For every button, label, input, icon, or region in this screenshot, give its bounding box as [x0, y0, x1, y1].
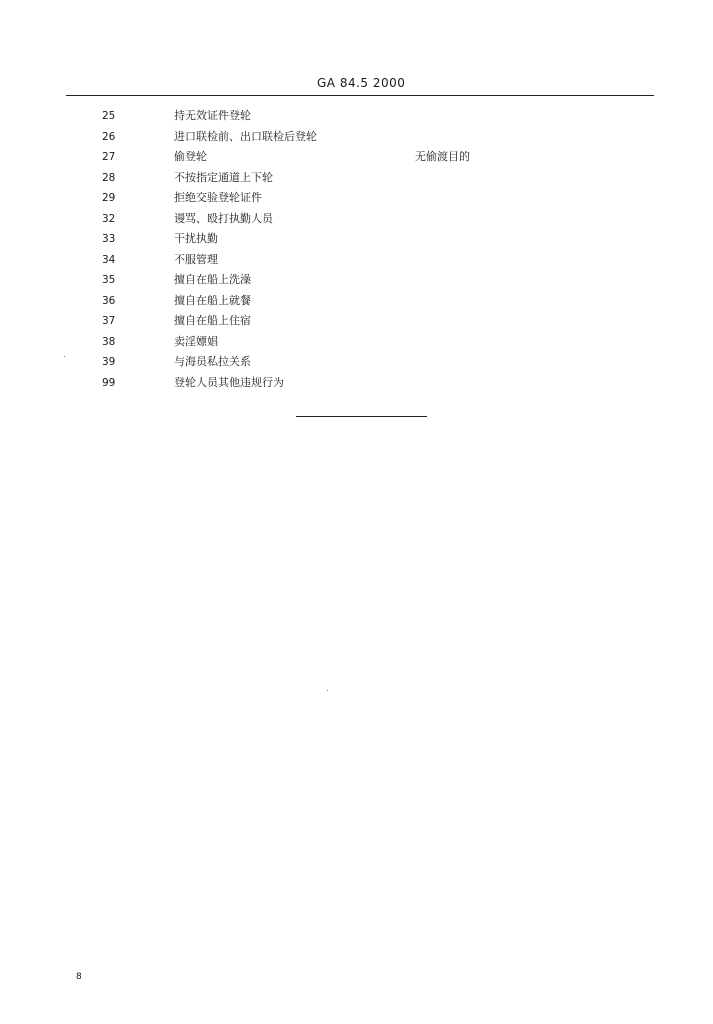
table-row — [0, 209, 713, 229]
row-description: 偷登轮 — [174, 150, 207, 163]
row-code: 25 — [102, 110, 116, 122]
scan-speck — [327, 690, 328, 691]
row-code: 29 — [102, 192, 116, 204]
table-row — [0, 168, 713, 188]
row-code: 34 — [102, 253, 116, 266]
row-code: 37 — [102, 315, 116, 327]
row-code: 35 — [102, 274, 116, 286]
row-code: 28 — [102, 171, 116, 184]
row-description: 干扰执勤 — [174, 232, 218, 245]
scan-speck — [64, 356, 65, 357]
row-description: 擅自在船上就餐 — [174, 293, 251, 307]
table-row — [0, 188, 713, 208]
row-code: 39 — [102, 356, 116, 368]
table-row — [0, 352, 713, 372]
table-row — [0, 291, 713, 311]
row-code: 99 — [102, 376, 116, 389]
table-row — [0, 332, 713, 352]
table-row — [0, 147, 713, 167]
page-number: 8 — [76, 972, 82, 982]
row-description: 擅自在船上洗澡 — [174, 273, 251, 286]
row-note: 无偷渡目的 — [415, 150, 470, 163]
row-description: 卖淫嫖娼 — [174, 334, 218, 348]
row-description: 擅自在船上住宿 — [174, 314, 251, 327]
row-code: 26 — [102, 130, 116, 143]
table-row — [0, 106, 713, 126]
row-description: 谩骂、殴打执勤人员 — [174, 211, 273, 225]
standard-header: GA 84.5 2000 — [317, 76, 406, 90]
row-description: 持无效证件登轮 — [174, 109, 251, 122]
table-row — [0, 373, 713, 393]
row-description: 拒绝交验登轮证件 — [174, 191, 262, 204]
header-rule — [66, 95, 654, 96]
row-code: 38 — [102, 335, 116, 348]
row-description: 不按指定通道上下轮 — [174, 170, 273, 184]
row-code: 33 — [102, 233, 116, 245]
row-description: 与海员私拉关系 — [174, 355, 251, 368]
table-row — [0, 270, 713, 290]
row-code: 27 — [102, 151, 116, 163]
table-row — [0, 311, 713, 331]
row-code: 32 — [102, 212, 116, 225]
table-row — [0, 127, 713, 147]
table-row — [0, 229, 713, 249]
end-of-standard-rule — [296, 416, 427, 417]
row-description: 登轮人员其他违规行为 — [174, 375, 284, 389]
row-description: 不服管理 — [174, 252, 218, 266]
table-row — [0, 250, 713, 270]
row-description: 进口联检前、出口联检后登轮 — [174, 129, 317, 143]
row-code: 36 — [102, 294, 116, 307]
